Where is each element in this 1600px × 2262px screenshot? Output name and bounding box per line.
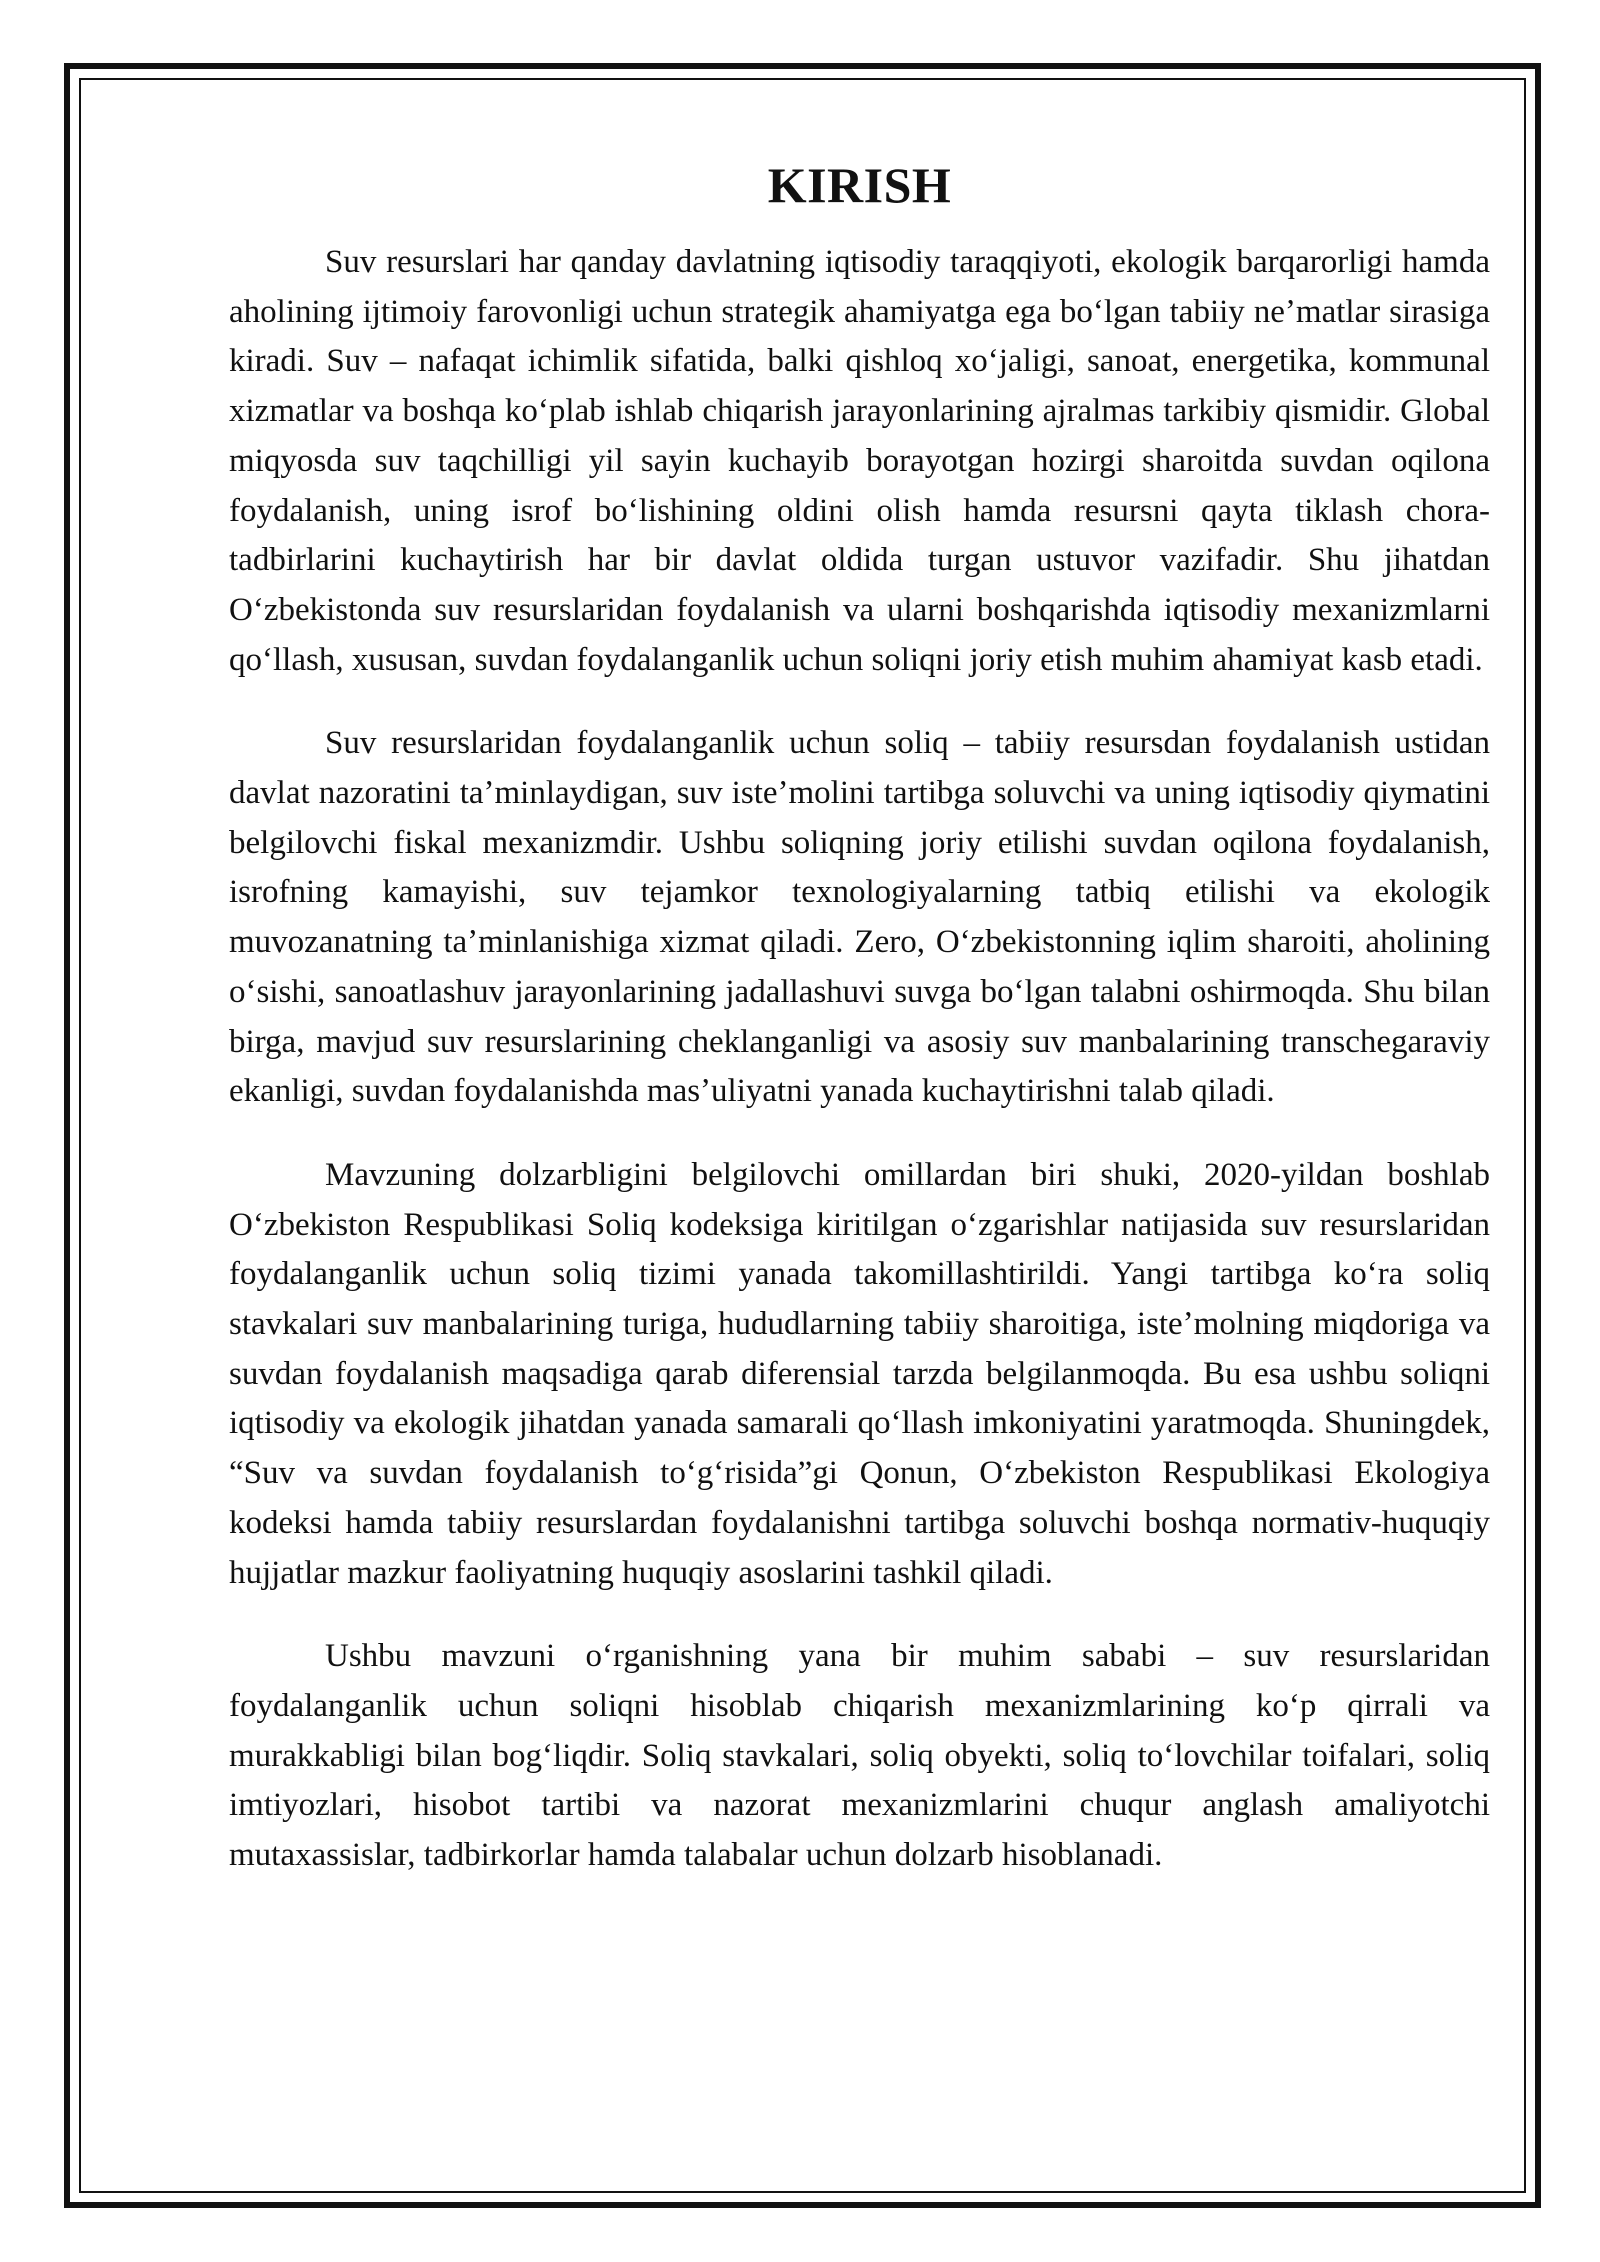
paragraph-4: Ushbu mavzuni oʻrganishning yana bir muhim sababi – suv resurslaridan foydalanganlik uchun soliqni hisoblab chiqarish mexanizmlarining koʻp qirrali va murakkabligi bilan bogʻliqdir. Soliq stavkalari, soliq obyekti, soliq toʻlovchilar toifalari, soliq imtiyozlari, hisobot tartibi va nazorat mexanizmlarini chuqur anglash amaliyotchi mutaxassislar, tadbirkorlar hamda talabalar uchun dolzarb hisoblanadi. <box>229 1638 1490 1874</box>
document-title: KIRISH <box>767 157 952 213</box>
document-body <box>229 150 1490 1915</box>
paragraph-1: Suv resurslari har qanday davlatning iqtisodiy taraqqiyoti, ekologik barqarorligi hamda aholining ijtimoiy farovonligi uchun strategik ahamiyatga ega boʻlgan tabiiy neʼmatlar sirasiga kiradi. Suv – nafaqat ichimlik sifatida, balki qishloq xoʻjaligi, sanoat, energetika, kommunal xizmatlar va boshqa koʻplab ishlab chiqarish jarayonlarining ajralmas tarkibiy qismidir. Global miqyosda suv taqchilligi yil sayin kuchayib borayotgan hozirgi sharoitda suvdan oqilona foydalanish, uning isrof boʻlishining oldini olish hamda resursni qayta tiklash chora-tadbirlarini kuchaytirish har bir davlat oldida turgan ustuvor vazifadir. Shu jihatdan Oʻzbekistonda suv resurslaridan foydalanish va ularni boshqarishda iqtisodiy mexanizmlarni qoʻllash, xususan, suvdan foydalanganlik uchun soliqni joriy etish muhim ahamiyat kasb etadi. <box>229 244 1490 678</box>
paragraph-3: Mavzuning dolzarbligini belgilovchi omillardan biri shuki, 2020-yildan boshlab Oʻzbekiston Respublikasi Soliq kodeksiga kiritilgan oʻzgarishlar natijasida suv resurslaridan foydalanganlik uchun soliq tizimi yanada takomillashtirildi. Yangi tartibga koʻra soliq stavkalari suv manbalarining turiga, hududlarning tabiiy sharoitiga, isteʼmolning miqdoriga va suvdan foydalanish maqsadiga qarab diferensial tarzda belgilanmoqda. Bu esa ushbu soliqni iqtisodiy va ekologik jihatdan yanada samarali qoʻllash imkoniyatini yaratmoqda. Shuningdek, “Suv va suvdan foydalanish toʻgʻrisida”gi Qonun, Oʻzbekiston Respublikasi Ekologiya kodeksi hamda tabiiy resurslardan foydalanishni tartibga soluvchi boshqa normativ-huquqiy hujjatlar mazkur faoliyatning huquqiy asoslarini tashkil qiladi. <box>229 1156 1490 1591</box>
paragraph-2: Suv resurslaridan foydalanganlik uchun soliq – tabiiy resursdan foydalanish ustidan davlat nazoratini taʼminlaydigan, suv isteʼmolini tartibga soluvchi va uning iqtisodiy qiymatini belgilovchi fiskal mexanizmdir. Ushbu soliqning joriy etilishi suvdan oqilona foydalanish, isrofning kamayishi, suv tejamkor texnologiyalarning tatbiq etilishi va ekologik muvozanatning taʼminlanishiga xizmat qiladi. Zero, Oʻzbekistonning iqlim sharoiti, aholining oʻsishi, sanoatlashuv jarayonlarining jadallashuvi suvga boʻlgan talabni oshirmoqda. Shu bilan birga, mavjud suv resurslarining cheklanganligi va asosiy suv manbalarining transchegaraviy ekanligi, suvdan foydalanishda masʼuliyatni yanada kuchaytirishni talab qiladi. <box>229 725 1490 1110</box>
